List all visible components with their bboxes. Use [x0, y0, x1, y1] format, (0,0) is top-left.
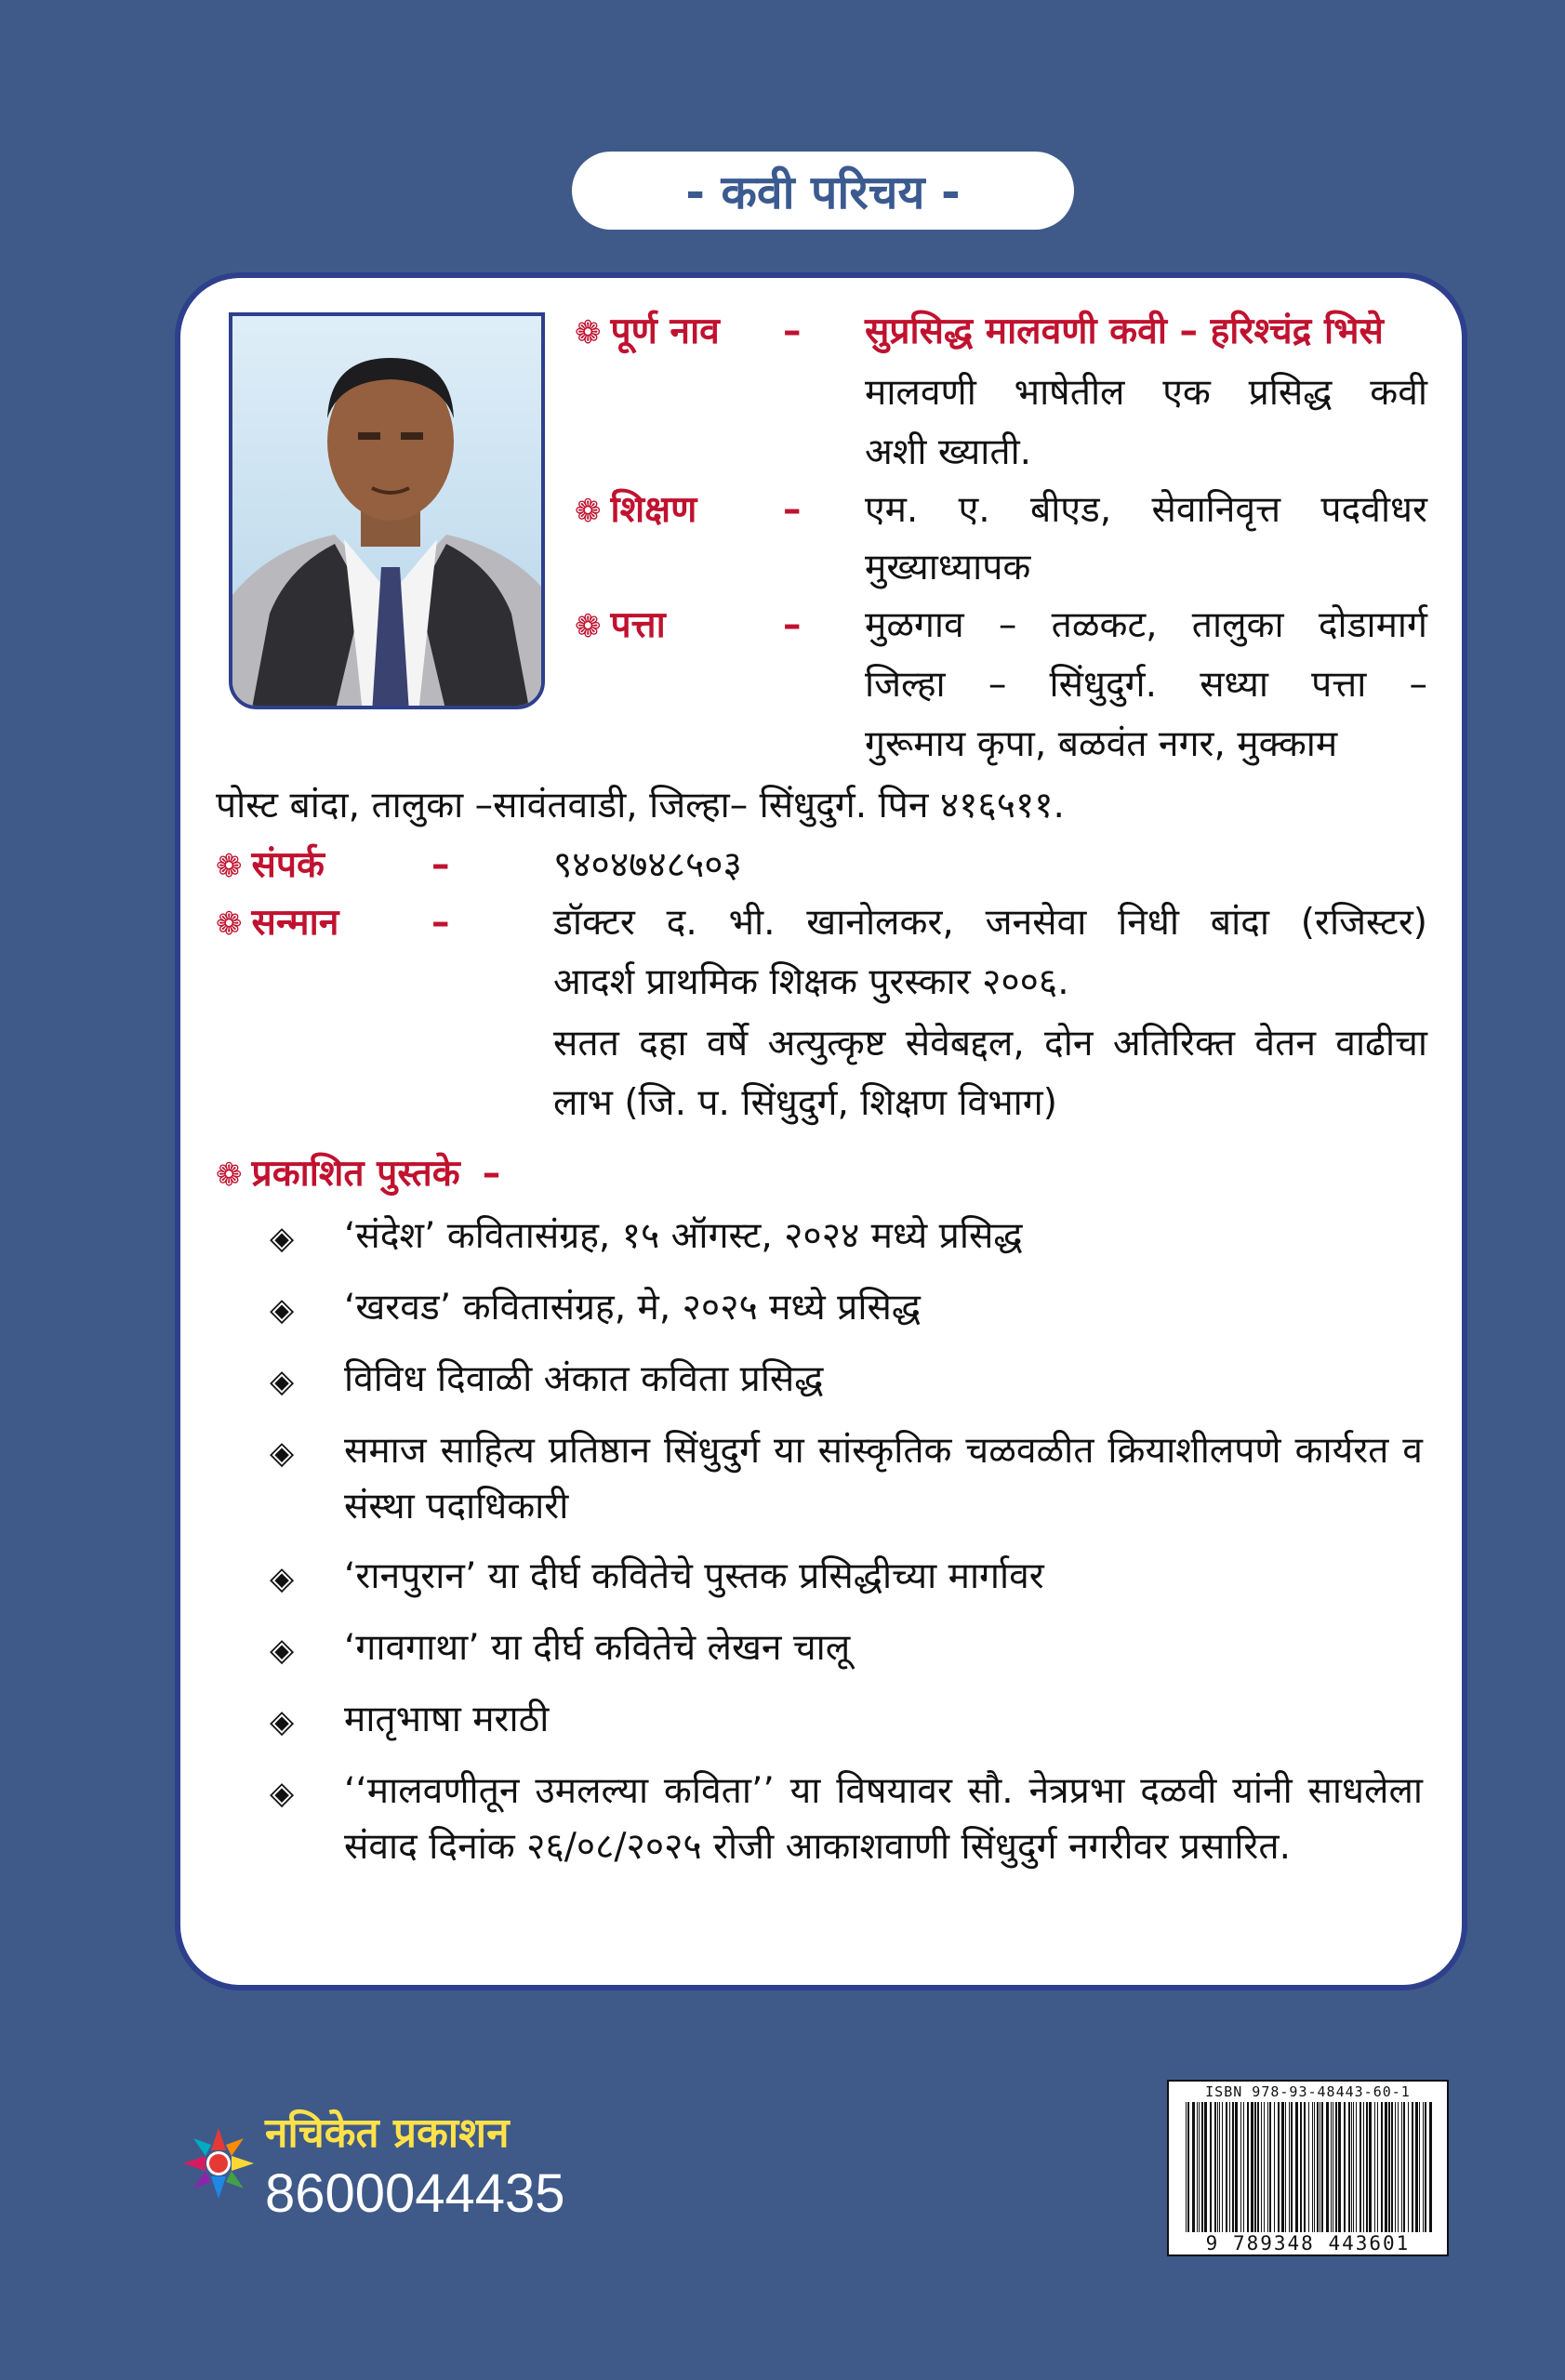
isbn-digits: 9 789348 443601 [1169, 2232, 1447, 2254]
list-item: ◈ ‘‘मालवणीतून उमलल्या कविता’’ या विषयावर सौ. नेत्रप्रभा दळवी यांनी साधलेला संवाद दिनांक २६/०८/२०२५ रोजी आकाशवाणी सिंधुदुर्ग नगरीवर प्रसारित. [270, 1764, 1423, 1875]
list-item: ◈ विविध दिवाळी अंकात कविता प्रसिद्ध [270, 1352, 1423, 1409]
address-line3: गुरूमाय कृपा, बळवंत नगर, मुक्काम [865, 723, 1338, 765]
barcode-bar [1398, 2102, 1399, 2232]
barcode-bar [1408, 2102, 1409, 2232]
barcode-bar [1232, 2102, 1234, 2232]
barcode-bar [1377, 2102, 1378, 2232]
barcode-bar [1391, 2102, 1393, 2232]
dash: – [482, 1153, 501, 1195]
barcode-bar [1429, 2102, 1432, 2232]
barcode-bar [1278, 2102, 1280, 2232]
barcode-bar [1264, 2102, 1265, 2232]
barcode-bar [1254, 2102, 1256, 2232]
barcode-bar [1204, 2102, 1207, 2232]
barcode-bar [1366, 2102, 1368, 2232]
page-title: - कवी परिचय - [685, 165, 961, 219]
barcode-bar [1314, 2102, 1315, 2232]
barcode-bar [1423, 2102, 1424, 2232]
barcode-bar [1425, 2102, 1426, 2232]
publisher-phone: 8600044435 [265, 2163, 565, 2224]
barcode-bar [1359, 2102, 1361, 2232]
full-name-label: ❁ पूर्ण नाव [575, 311, 720, 352]
diamond-bullet-icon: ◈ [270, 1560, 295, 1597]
full-name-value: सुप्रसिद्ध मालवणी कवी – हरिश्चंद्र भिसे [865, 311, 1384, 352]
diamond-bullet-icon: ◈ [270, 1632, 295, 1669]
barcode-bar [1226, 2102, 1227, 2232]
full-name-line3: अशी ख्याती. [865, 431, 1032, 473]
diamond-bullet-icon: ◈ [270, 1363, 295, 1400]
barcode-bar [1348, 2102, 1350, 2232]
author-photo [229, 312, 545, 709]
barcode-bar [1199, 2102, 1200, 2232]
barcode-bar [1331, 2102, 1332, 2232]
dash: – [431, 902, 450, 944]
barcode-bar [1217, 2102, 1218, 2232]
flower-icon: ❁ [575, 314, 602, 351]
barcode-bar [1388, 2102, 1390, 2232]
dash: – [783, 489, 802, 531]
barcode-bar [1385, 2102, 1387, 2232]
barcode-bar [1197, 2102, 1198, 2232]
barcode-bar [1412, 2102, 1413, 2232]
address-label: ❁ पत्ता [575, 604, 666, 646]
flower-icon: ❁ [575, 493, 602, 530]
author-portrait-icon [232, 316, 545, 709]
honor-line4: लाभ (जि. प. सिंधुदुर्ग, शिक्षण विभाग) [553, 1082, 1057, 1124]
barcode-bar [1291, 2102, 1293, 2232]
barcode-bar [1304, 2102, 1306, 2232]
barcode-bar [1381, 2102, 1383, 2232]
publications-heading: ❁ प्रकाशित पुस्तके – [216, 1153, 501, 1195]
barcode-bar [1240, 2102, 1241, 2232]
barcode-bar [1415, 2102, 1418, 2232]
barcode-bar [1351, 2102, 1352, 2232]
list-item: ◈ ‘संदेश’ कवितासंग्रह, १५ ऑगस्ट, २०२४ मध्ये प्रसिद्ध [270, 1209, 1423, 1266]
list-item: ◈ ‘गावगाथा’ या दीर्घ कवितेचे लेखन चालू [270, 1620, 1423, 1678]
barcode-bar [1369, 2102, 1372, 2232]
barcode-bar [1335, 2102, 1337, 2232]
flower-icon: ❁ [575, 608, 602, 645]
barcode-bar [1403, 2102, 1405, 2232]
barcode-bar [1261, 2102, 1262, 2232]
barcode-bar [1192, 2102, 1195, 2232]
barcode-bar [1374, 2102, 1375, 2232]
education-label: ❁ शिक्षण [575, 489, 697, 531]
barcode-bar [1338, 2102, 1341, 2232]
barcode-bar [1243, 2102, 1244, 2232]
barcode-bar [1257, 2102, 1259, 2232]
barcode-bar [1201, 2102, 1203, 2232]
barcode-bar [1321, 2102, 1323, 2232]
education-line1: एम. ए. बीएड, सेवानिवृत्त पदवीधर [865, 489, 1427, 531]
barcode-bar [1326, 2102, 1329, 2232]
barcode-bar [1222, 2102, 1223, 2232]
barcode-bar [1285, 2102, 1286, 2232]
contact-label: ❁ संपर्क [216, 844, 325, 886]
flower-icon: ❁ [216, 906, 243, 943]
barcode-bar [1235, 2102, 1238, 2232]
barcode-bar [1395, 2102, 1396, 2232]
list-item: ◈ मातृभाषा मराठी [270, 1692, 1423, 1750]
honor-line1: डॉक्टर द. भी. खानोलकर, जनसेवा निधी बांदा (रजिस्टर) [553, 902, 1427, 944]
list-item: ◈ ‘खरवड’ कवितासंग्रह, मे, २०२५ मध्ये प्रसिद्ध [270, 1280, 1423, 1338]
barcode-bar [1356, 2102, 1357, 2232]
barcode-bar [1312, 2102, 1313, 2232]
dash: – [431, 844, 450, 886]
flower-icon: ❁ [216, 1157, 243, 1194]
honor-line2: आदर्श प्राथमिक शिक्षक पुरस्कार २००६. [553, 961, 1069, 1003]
barcode-bar [1251, 2102, 1253, 2232]
barcode-bars [1184, 2102, 1435, 2232]
education-line2: मुख्याध्यापक [865, 547, 1031, 588]
barcode-bar [1214, 2102, 1216, 2232]
address-line4: पोस्ट बांदा, तालुका –सावंतवाडी, जिल्हा– सिंधुदुर्ग. पिन ४१६५११. [216, 785, 1065, 826]
isbn-barcode [1167, 2080, 1449, 2256]
barcode-bar [1281, 2102, 1284, 2232]
barcode-bar [1363, 2102, 1364, 2232]
diamond-bullet-icon: ◈ [270, 1220, 295, 1257]
contact-value: ९४०४७४८५०३ [553, 844, 742, 886]
flower-icon: ❁ [216, 848, 243, 885]
diamond-bullet-icon: ◈ [270, 1435, 295, 1472]
barcode-bar [1186, 2102, 1187, 2232]
diamond-bullet-icon: ◈ [270, 1775, 295, 1812]
list-item: ◈ ‘रानपुरान’ या दीर्घ कवितेचे पुस्तक प्रसिद्धीच्या मार्गावर [270, 1549, 1423, 1606]
barcode-bar [1289, 2102, 1290, 2232]
barcode-bar [1247, 2102, 1249, 2232]
dash: – [783, 311, 802, 352]
publisher-name: नचिकेत प्रकाशन [265, 2109, 510, 2157]
publisher-logo-icon [181, 2126, 256, 2201]
barcode-bar [1210, 2102, 1212, 2232]
barcode-bar [1229, 2102, 1230, 2232]
barcode-bar [1308, 2102, 1309, 2232]
barcode-bar [1401, 2102, 1402, 2232]
list-item: ◈ समाज साहित्य प्रतिष्ठान सिंधुदुर्ग या सांस्कृतिक चळवळीत क्रियाशीलपणे कार्यरत व संस्था पदाधिकारी [270, 1423, 1423, 1535]
diamond-bullet-icon: ◈ [270, 1291, 295, 1329]
barcode-bar [1219, 2102, 1220, 2232]
barcode-bar [1419, 2102, 1420, 2232]
title-pill [572, 152, 1074, 230]
barcode-bar [1344, 2102, 1346, 2232]
barcode-bar [1295, 2102, 1298, 2232]
address-line1: मुळगाव – तळकट, तालुका दोडामार्ग [865, 604, 1427, 646]
honor-line3: सतत दहा वर्षे अत्युत्कृष्ट सेवेबद्दल, दोन अतिरिक्त वेतन वाढीचा [553, 1023, 1427, 1064]
diamond-bullet-icon: ◈ [270, 1703, 295, 1740]
address-line2: जिल्हा – सिंधुदुर्ग. सध्या पत्ता – [865, 664, 1427, 706]
barcode-bar [1300, 2102, 1302, 2232]
isbn-label: ISBN 978-93-48443-60-1 [1205, 2083, 1411, 2100]
full-name-line2: मालवणी भाषेतील एक प्रसिद्ध कवी [865, 372, 1427, 414]
barcode-bar [1353, 2102, 1354, 2232]
honor-label: ❁ सन्मान [216, 902, 339, 944]
barcode-bar [1187, 2102, 1189, 2232]
barcode-bar [1274, 2102, 1275, 2232]
barcode-bar [1269, 2102, 1271, 2232]
publications-list [270, 1209, 1423, 1889]
dash: – [783, 604, 802, 646]
barcode-bar [1267, 2102, 1268, 2232]
barcode-bar [1317, 2102, 1319, 2232]
